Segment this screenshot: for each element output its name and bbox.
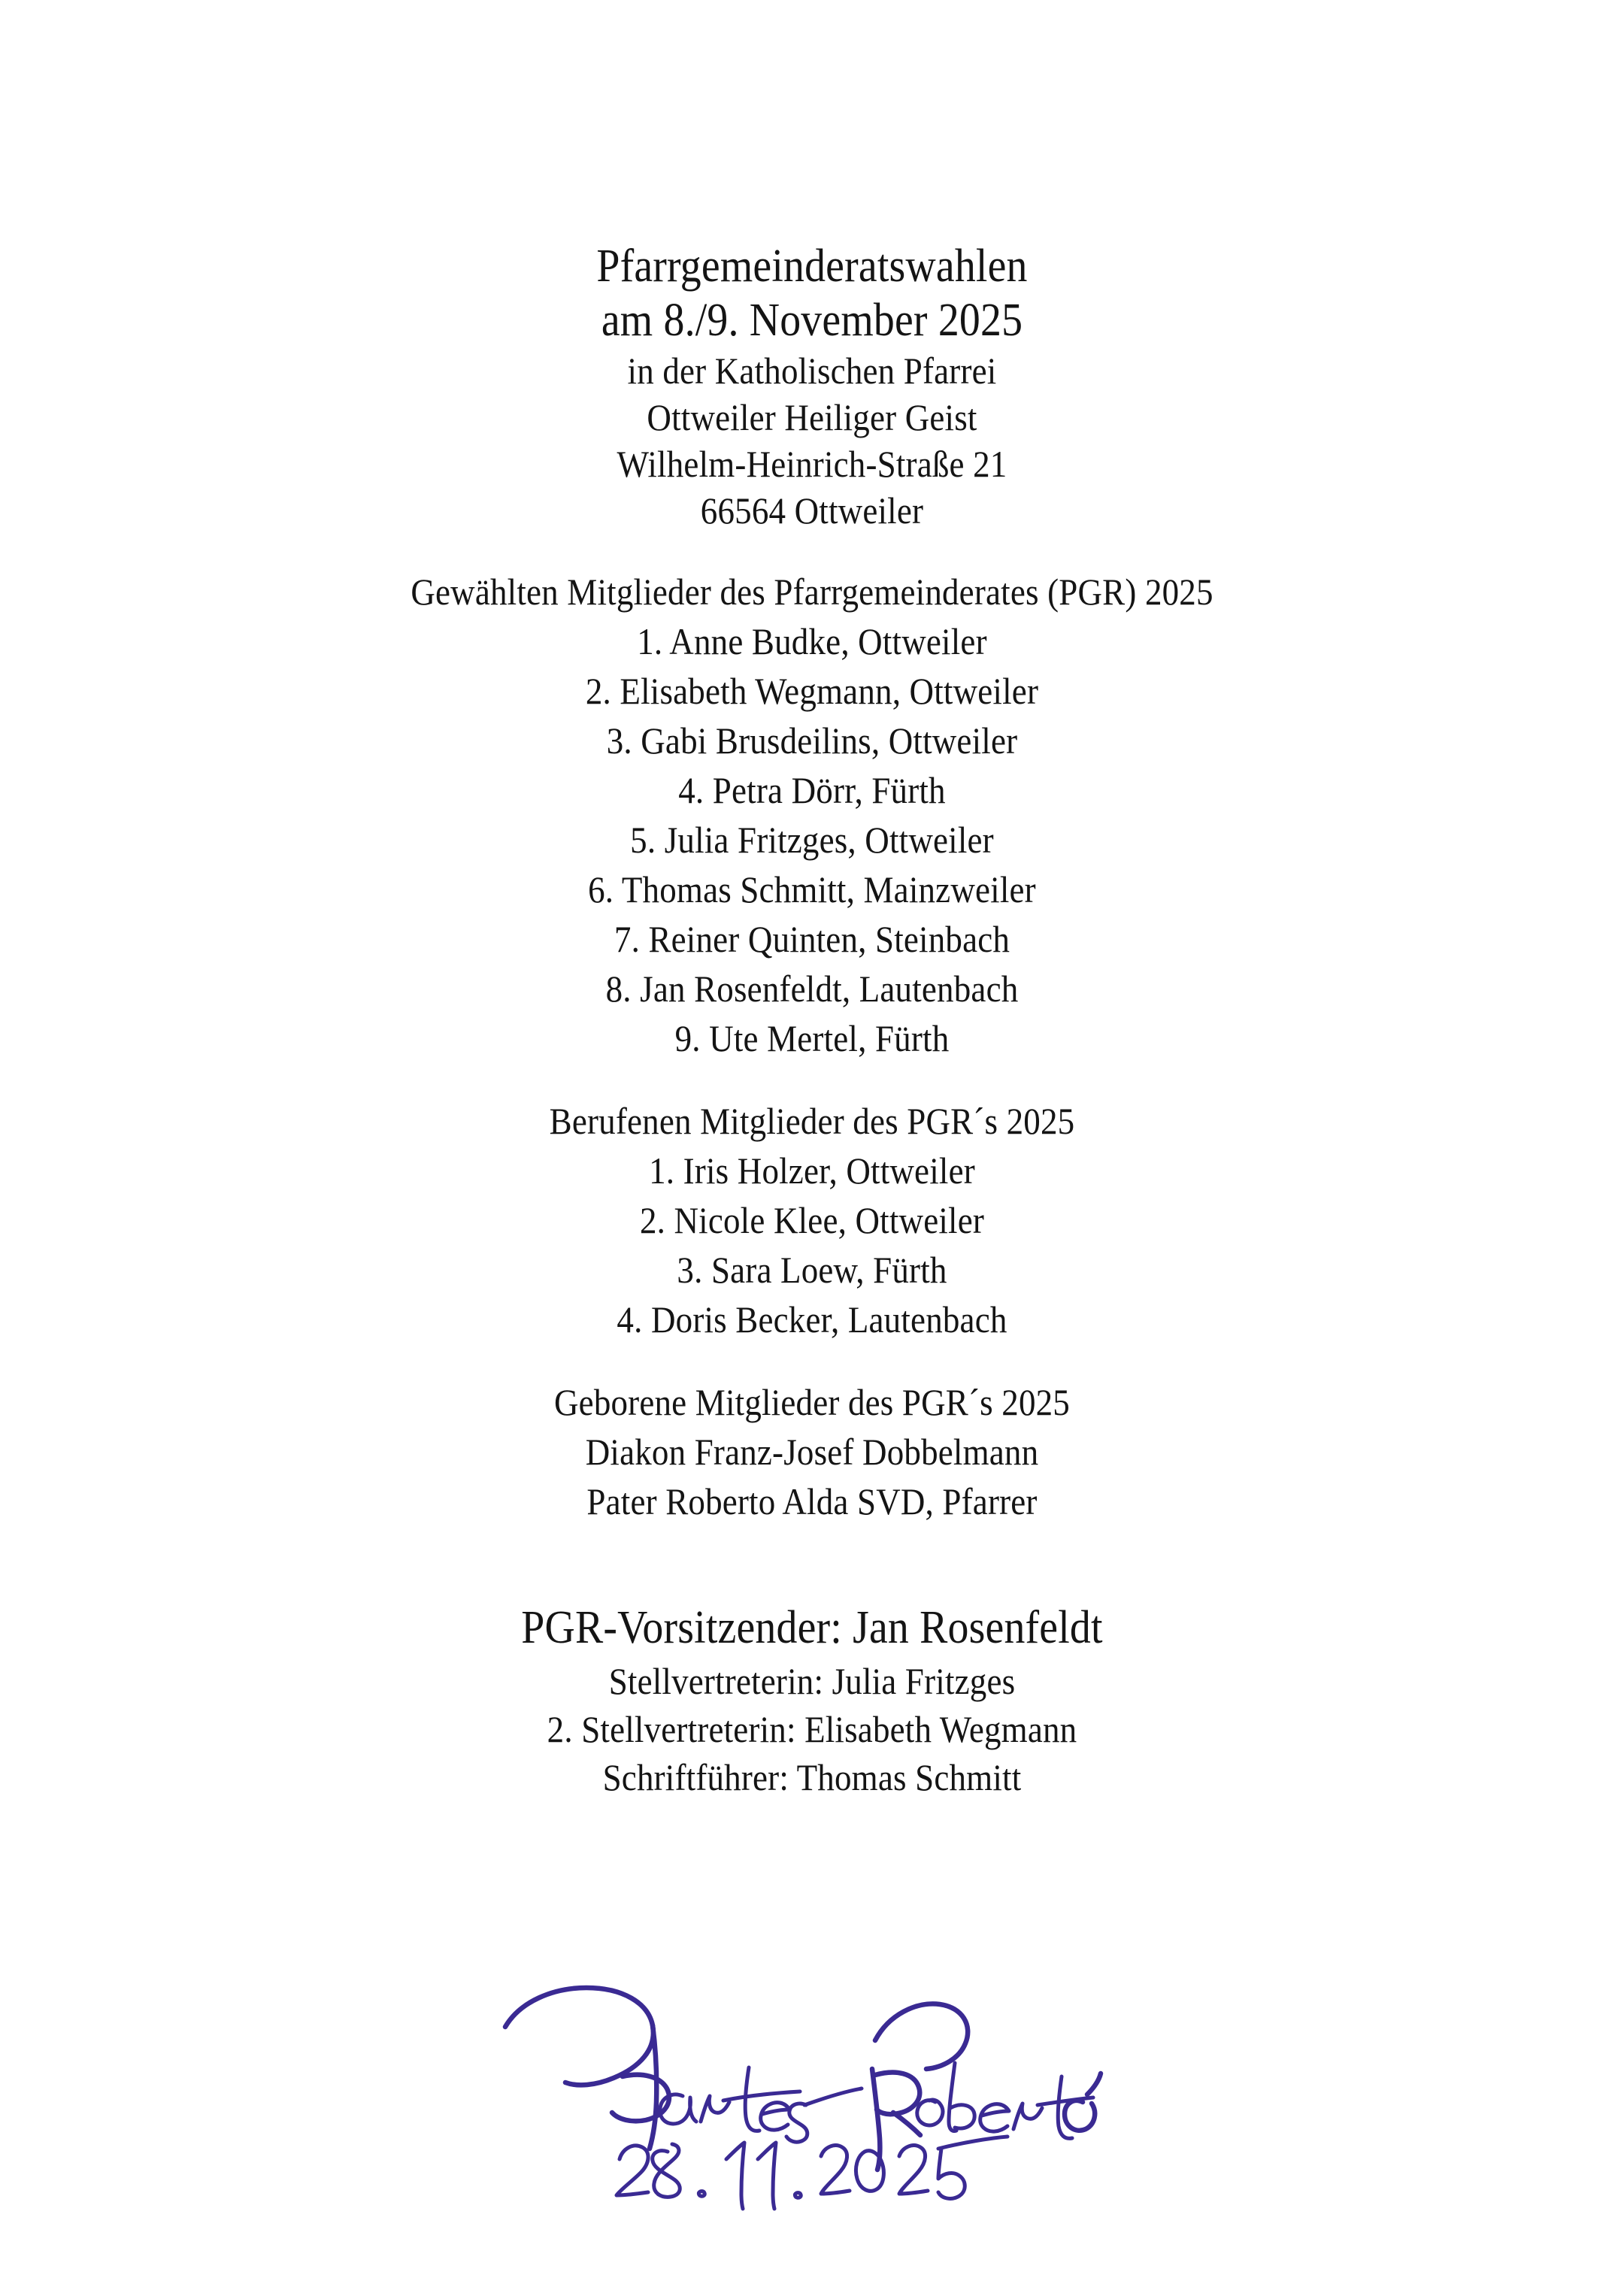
pgr-deputy-2: 2. Stellvertreterin: Elisabeth Wegmann [547,1708,1077,1750]
exofficio-members-heading: Geborene Mitglieder des PGR´s 2025 [553,1381,1070,1423]
list-item: 3. Gabi Brusdeilins, Ottweiler [606,719,1018,762]
signature-ink [481,1955,1098,2203]
address-line-1: in der Katholischen Pfarrei [627,350,997,392]
list-item: Diakon Franz-Josef Dobbelmann [585,1431,1039,1473]
list-item: 4. Doris Becker, Lautenbach [617,1298,1007,1340]
list-item: 8. Jan Rosenfeldt, Lautenbach [605,968,1019,1010]
pgr-secretary: Schriftführer: Thomas Schmitt [602,1756,1022,1798]
address-line-3: Wilhelm-Heinrich-Straße 21 [617,443,1007,485]
appointed-members-heading: Berufenen Mitglieder des PGR´s 2025 [549,1100,1075,1142]
title-line-1: Pfarrgemeinderatswahlen [596,241,1028,292]
list-item: 9. Ute Mertel, Fürth [674,1017,950,1059]
elected-members-heading: Gewählten Mitglieder des Pfarrgemeinderates (PGR) 2025 [411,571,1213,613]
address-line-2: Ottweiler Heiliger Geist [647,396,977,438]
spacer [0,1063,1624,1096]
spacer [0,1344,1624,1377]
document-title [0,239,1624,347]
list-item: 6. Thomas Schmitt, Mainzweiler [588,868,1036,910]
list-item: 7. Reiner Quinten, Steinbach [614,918,1010,960]
list-item: 5. Julia Fritzges, Ottweiler [630,819,994,861]
title-line-2: am 8./9. November 2025 [601,295,1023,346]
list-item: 3. Sara Loew, Fürth [677,1249,947,1291]
list-item: 2. Nicole Klee, Ottweiler [639,1199,985,1241]
list-item: Pater Roberto Alda SVD, Pfarrer [586,1480,1038,1522]
list-item: 1. Iris Holzer, Ottweiler [649,1150,975,1192]
exofficio-members-section [0,1377,1624,1526]
parish-address [0,347,1624,534]
pgr-chair: PGR-Vorsitzender: Jan Rosenfeldt [521,1602,1103,1653]
officers-section [0,1598,1624,1801]
list-item: 2. Elisabeth Wegmann, Ottweiler [585,670,1039,712]
spacer [0,534,1624,567]
list-item: 4. Petra Dörr, Fürth [678,769,946,811]
signature-block [481,1955,1098,2203]
elected-members-section [0,567,1624,1063]
list-item: 1. Anne Budke, Ottweiler [637,620,987,662]
spacer [0,1526,1624,1598]
address-line-4: 66564 Ottweiler [700,489,924,532]
document-body [0,239,1624,1801]
pgr-deputy-1: Stellvertreterin: Julia Fritzges [608,1660,1016,1702]
appointed-members-section [0,1096,1624,1344]
